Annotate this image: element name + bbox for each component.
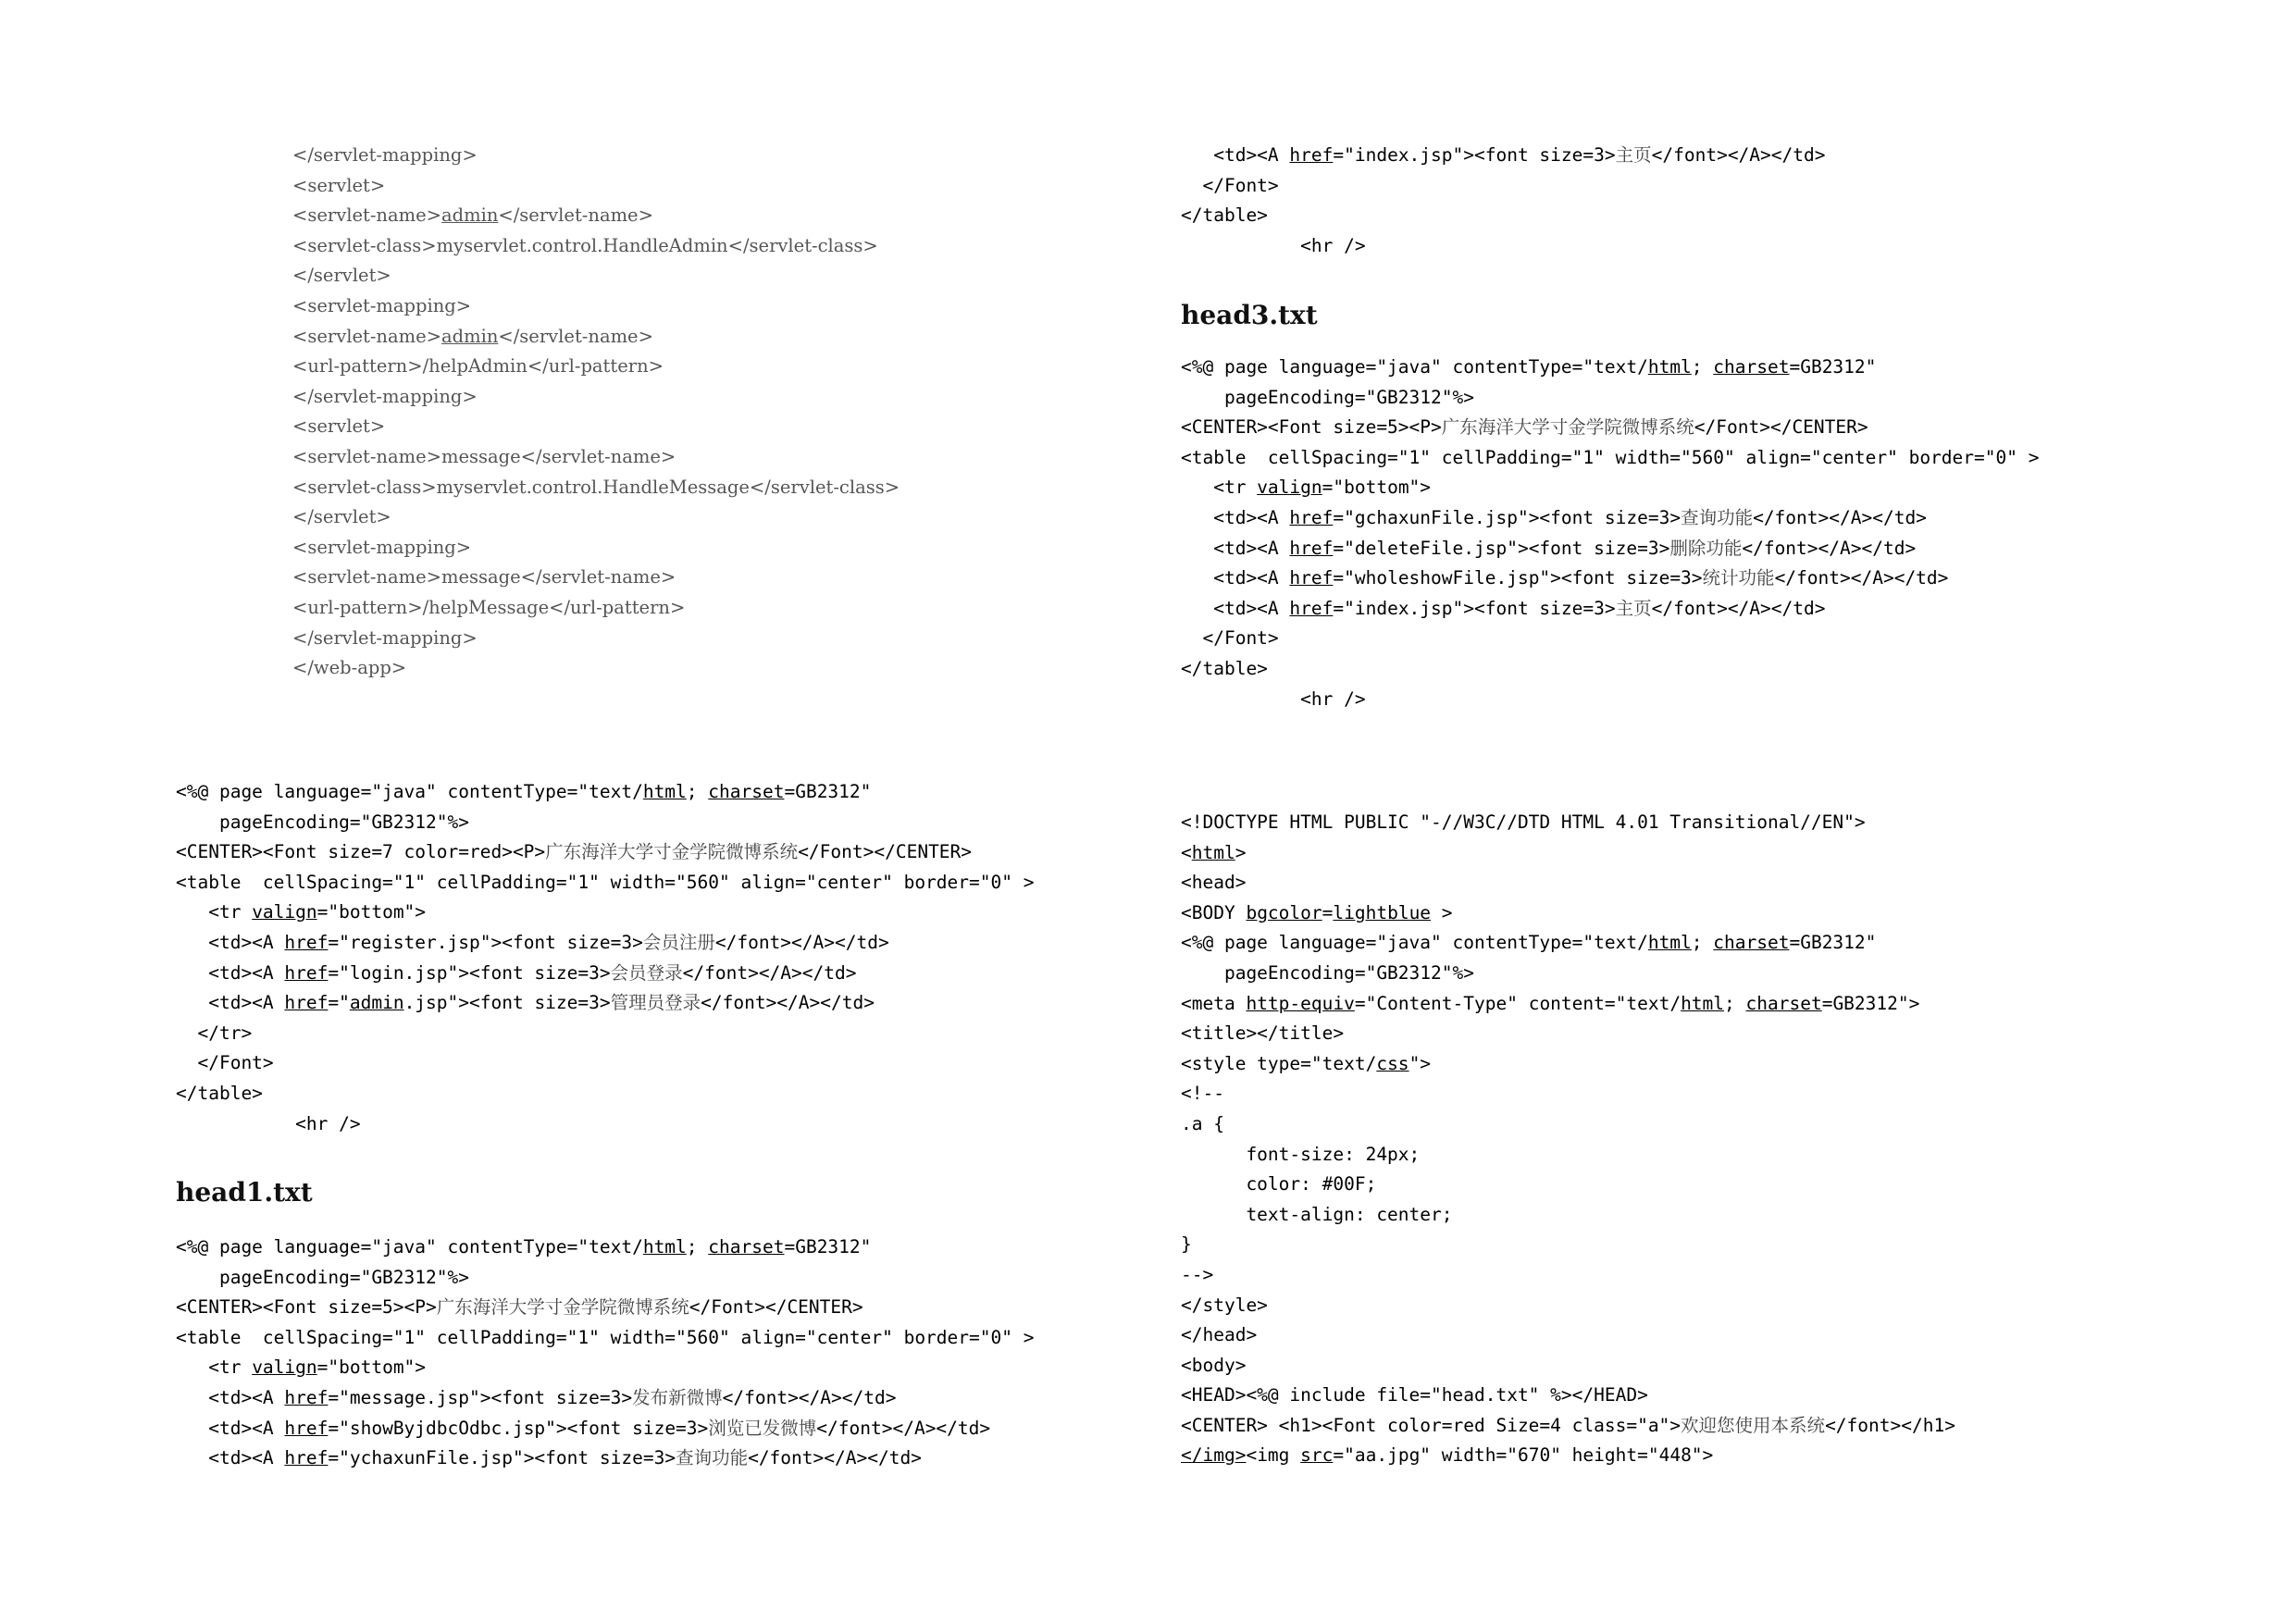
code-line: </tr> bbox=[176, 1022, 253, 1044]
code-line: <td><A href="deleteFile.jsp"><font size=3>删除功能</font></A></td> bbox=[1181, 537, 1917, 559]
code-line: <servlet-mapping> bbox=[292, 536, 472, 558]
code-line: <title></title> bbox=[1181, 1022, 1345, 1045]
code-line: <style type="text/css"> bbox=[1181, 1052, 1432, 1074]
code-line: <td><A href="index.jsp"><font size=3>主页</font></A></td> bbox=[1181, 144, 1826, 166]
code-line: </servlet-mapping> bbox=[292, 626, 478, 649]
code-line: <servlet-name>message</servlet-name> bbox=[292, 566, 676, 588]
code-line: <td><A href="ychaxunFile.jsp"><font size=3>查询功能</font></A></td> bbox=[176, 1447, 922, 1469]
code-line: <hr /> bbox=[176, 1112, 361, 1134]
head1-code-block bbox=[176, 1233, 1034, 1474]
header-jsp-block bbox=[176, 777, 1034, 1139]
code-line: <servlet> bbox=[292, 174, 386, 196]
code-line: </table> bbox=[1181, 204, 1268, 227]
code-line: </servlet> bbox=[292, 506, 391, 528]
code-line: <td><A href="showByjdbcOdbc.jsp"><font size=3>浏览已发微博</font></A></td> bbox=[176, 1417, 991, 1439]
code-line: <servlet-class>myservlet.control.HandleMessage</servlet-class> bbox=[292, 476, 900, 498]
code-line: <tr valign="bottom"> bbox=[1181, 477, 1432, 499]
code-line: <head> bbox=[1181, 872, 1247, 894]
code-line: color: #00F; bbox=[1181, 1173, 1377, 1196]
code-line: <%@ page language="java" contentType="text/html; charset=GB2312" bbox=[176, 1236, 872, 1258]
code-line: </servlet-mapping> bbox=[292, 144, 478, 166]
head2-tail-block bbox=[1181, 141, 1825, 261]
code-line: pageEncoding="GB2312"%> bbox=[176, 811, 469, 833]
code-line: pageEncoding="GB2312"%> bbox=[1181, 961, 1474, 984]
code-line: <%@ page language="java" contentType="text/html; charset=GB2312" bbox=[1181, 356, 1877, 378]
code-line: </web-app> bbox=[292, 657, 407, 679]
code-line: <url-pattern>/helpAdmin</url-pattern> bbox=[292, 355, 664, 378]
head3-heading: head3.txt bbox=[1181, 300, 1318, 330]
code-line: <servlet-mapping> bbox=[292, 294, 472, 316]
code-line: <table cellSpacing="1" cellPadding="1" width="560" align="center" border="0" > bbox=[1181, 446, 2040, 468]
code-line: </table> bbox=[176, 1082, 263, 1104]
code-line: <td><A href="login.jsp"><font size=3>会员登录</font></A></td> bbox=[176, 961, 857, 984]
index-jsp-block bbox=[1181, 808, 1955, 1471]
code-line: </Font> bbox=[1181, 627, 1279, 650]
code-line: </img><img src="aa.jpg" width="670" height="448"> bbox=[1181, 1444, 1714, 1467]
code-line: <td><A href="admin.jsp"><font size=3>管理员登录</font></A></td> bbox=[176, 992, 875, 1014]
code-line: .a { bbox=[1181, 1112, 1224, 1134]
code-line: <td><A href="wholeshowFile.jsp"><font size=3>统计功能</font></A></td> bbox=[1181, 567, 1949, 589]
code-line: <td><A href="index.jsp"><font size=3>主页</font></A></td> bbox=[1181, 597, 1826, 619]
code-line: <servlet> bbox=[292, 415, 386, 438]
head3-code-block bbox=[1181, 353, 2039, 714]
head1-heading: head1.txt bbox=[176, 1177, 313, 1208]
code-line: <!-- bbox=[1181, 1083, 1224, 1105]
code-line: <servlet-name>admin</servlet-name> bbox=[292, 325, 653, 347]
code-line: </servlet> bbox=[292, 265, 391, 287]
code-line: font-size: 24px; bbox=[1181, 1143, 1421, 1165]
code-line: </Font> bbox=[176, 1052, 274, 1074]
code-line: text-align: center; bbox=[1181, 1203, 1453, 1225]
code-line: <html> bbox=[1181, 841, 1247, 863]
servlet-config-block bbox=[292, 141, 900, 684]
code-line: <table cellSpacing="1" cellPadding="1" width="560" align="center" border="0" > bbox=[176, 871, 1035, 893]
code-line: <td><A href="message.jsp"><font size=3>发布新微博</font></A></td> bbox=[176, 1386, 897, 1408]
code-line: <CENTER><Font size=5><P>广东海洋大学寸金学院微博系统</Font></CENTER> bbox=[1181, 416, 1868, 439]
code-line: <!DOCTYPE HTML PUBLIC "-//W3C//DTD HTML 4.01 Transitional//EN"> bbox=[1181, 812, 1866, 833]
code-line: </Font> bbox=[1181, 174, 1279, 196]
code-line: <td><A href="register.jsp"><font size=3>会员注册</font></A></td> bbox=[176, 931, 889, 953]
code-line: <table cellSpacing="1" cellPadding="1" width="560" align="center" border="0" > bbox=[176, 1326, 1035, 1348]
code-line: } bbox=[1181, 1233, 1192, 1256]
code-line: <url-pattern>/helpMessage</url-pattern> bbox=[292, 596, 686, 618]
code-line: <tr valign="bottom"> bbox=[176, 1357, 427, 1379]
code-line: <%@ page language="java" contentType="text/html; charset=GB2312" bbox=[1181, 932, 1877, 954]
code-line: <servlet-class>myservlet.control.HandleAdmin</servlet-class> bbox=[292, 234, 878, 256]
code-line: pageEncoding="GB2312"%> bbox=[176, 1266, 469, 1288]
code-line: </servlet-mapping> bbox=[292, 385, 478, 407]
code-line: <servlet-name>admin</servlet-name> bbox=[292, 204, 653, 227]
code-line: <body> bbox=[1181, 1354, 1247, 1376]
code-line: </head> bbox=[1181, 1324, 1258, 1346]
code-line: <%@ page language="java" contentType="text/html; charset=GB2312" bbox=[176, 781, 872, 802]
code-line: <td><A href="gchaxunFile.jsp"><font size=3>查询功能</font></A></td> bbox=[1181, 506, 1927, 528]
code-line: <hr /> bbox=[1181, 234, 1366, 256]
code-line: <CENTER><Font size=7 color=red><P>广东海洋大学寸金学院微博系统</Font></CENTER> bbox=[176, 841, 973, 863]
code-line: <hr /> bbox=[1181, 688, 1366, 710]
code-line: <BODY bgcolor=lightblue > bbox=[1181, 901, 1453, 923]
code-line: </table> bbox=[1181, 657, 1268, 679]
code-line: --> bbox=[1181, 1263, 1214, 1285]
code-line: <servlet-name>message</servlet-name> bbox=[292, 445, 676, 467]
code-line: </style> bbox=[1181, 1294, 1268, 1316]
code-line: <meta http-equiv="Content-Type" content="text/html; charset=GB2312"> bbox=[1181, 992, 1920, 1014]
code-line: <CENTER> <h1><Font color=red Size=4 class="a">欢迎您使用本系统</font></h1> bbox=[1181, 1414, 1955, 1436]
code-line: <CENTER><Font size=5><P>广东海洋大学寸金学院微博系统</Font></CENTER> bbox=[176, 1296, 863, 1319]
code-line: pageEncoding="GB2312"%> bbox=[1181, 386, 1474, 408]
code-line: <HEAD><%@ include file="head.txt" %></HEAD> bbox=[1181, 1384, 1648, 1406]
code-line: <tr valign="bottom"> bbox=[176, 901, 427, 923]
